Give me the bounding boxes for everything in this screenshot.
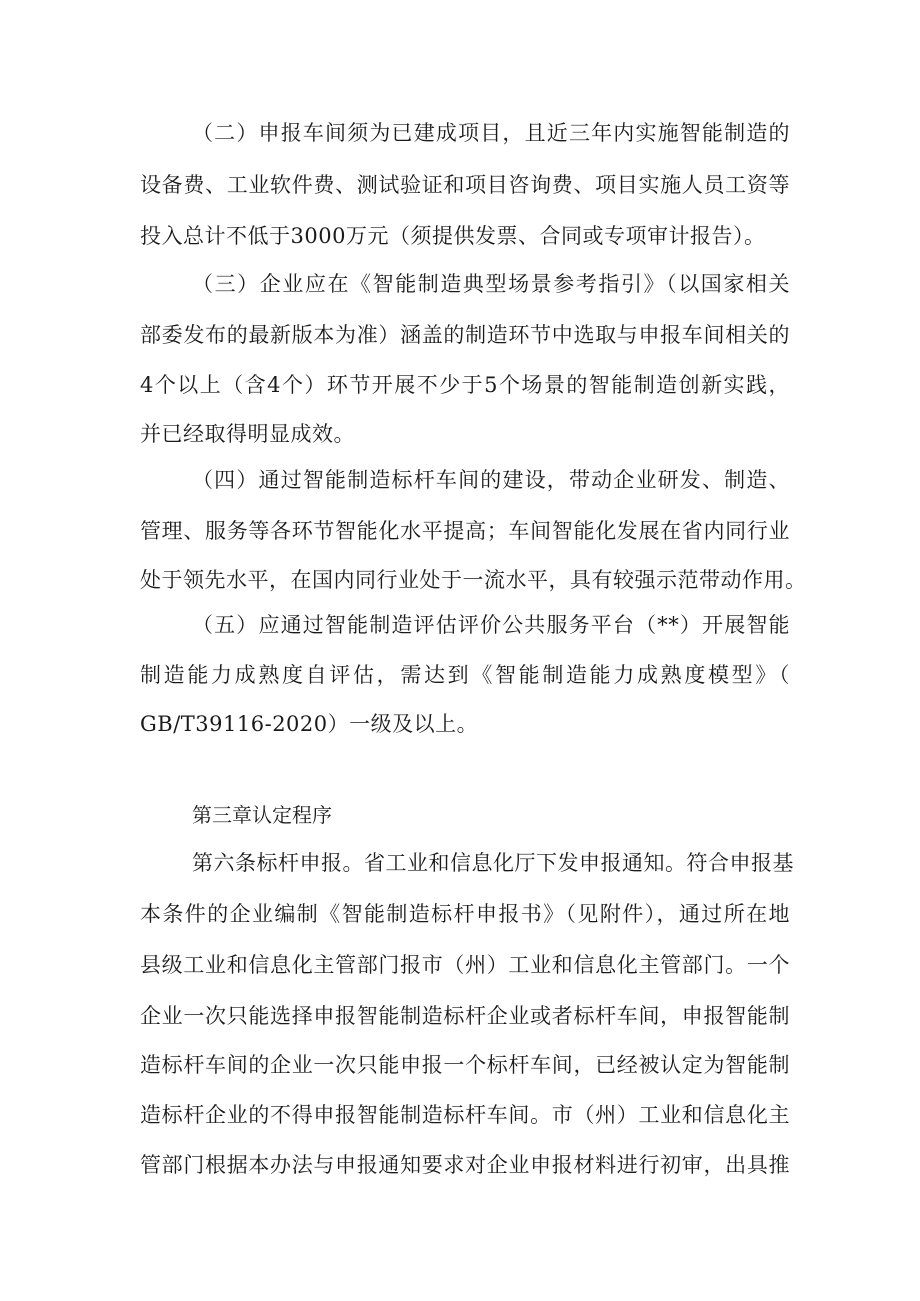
paragraph-2-line-1: （二）申报车间须为已建成项目，且近三年内实施智能制造的	[192, 121, 790, 145]
paragraph-3-line-4: 并已经取得明显成效。	[140, 422, 355, 446]
paragraph-4-line-2: 管理、服务等各环节智能化水平提高；车间智能化发展在省内同行业	[140, 519, 790, 543]
article-6-line-6: 造标杆企业的不得申报智能制造标杆车间。市（州）工业和信息化主	[140, 1103, 790, 1127]
paragraph-3-line-3: 4个以上（含4个）环节开展不少于5个场景的智能制造创新实践，	[140, 373, 790, 397]
paragraph-5-line-1: （五）应通过智能制造评估评价公共服务平台（**）开展智能	[192, 613, 790, 637]
article-6-line-2: 本条件的企业编制《智能制造标杆申报书》（见附件），通过所在地	[140, 902, 790, 926]
article-6-line-5: 造标杆车间的企业一次只能申报一个标杆车间，已经被认定为智能制	[140, 1053, 790, 1077]
paragraph-5-line-2: 制造能力成熟度自评估，需达到《智能制造能力成熟度模型》（	[140, 663, 790, 687]
paragraph-3-line-1: （三）企业应在《智能制造典型场景参考指引》（以国家相关	[192, 272, 790, 296]
article-6-line-4: 企业一次只能选择申报智能制造标杆企业或者标杆车间，申报智能制	[140, 1004, 790, 1028]
paragraph-4-line-3: 处于领先水平，在国内同行业处于一流水平，具有较强示范带动作用。	[140, 568, 807, 592]
paragraph-4-line-1: （四）通过智能制造标杆车间的建设，带动企业研发、制造、	[192, 468, 790, 492]
paragraph-2-line-3: 投入总计不低于3000万元（须提供发票、合同或专项审计报告）。	[140, 224, 766, 248]
paragraph-3-line-2: 部委发布的最新版本为准）涵盖的制造环节中选取与申报车间相关的	[140, 323, 790, 347]
chapter-heading: 第三章认定程序	[192, 803, 332, 827]
paragraph-5-line-3: GB/T39116-2020）一级及以上。	[140, 712, 479, 736]
article-6-line-1: 第六条标杆申报。省工业和信息化厅下发申报通知。符合申报基	[192, 851, 794, 875]
article-6-line-3: 县级工业和信息化主管部门报市（州）工业和信息化主管部门。一个	[140, 953, 790, 977]
paragraph-2-line-2: 设备费、工业软件费、测试验证和项目咨询费、项目实施人员工资等	[140, 173, 790, 197]
article-6-line-7: 管部门根据本办法与申报通知要求对企业申报材料进行初审，出具推	[140, 1153, 790, 1177]
